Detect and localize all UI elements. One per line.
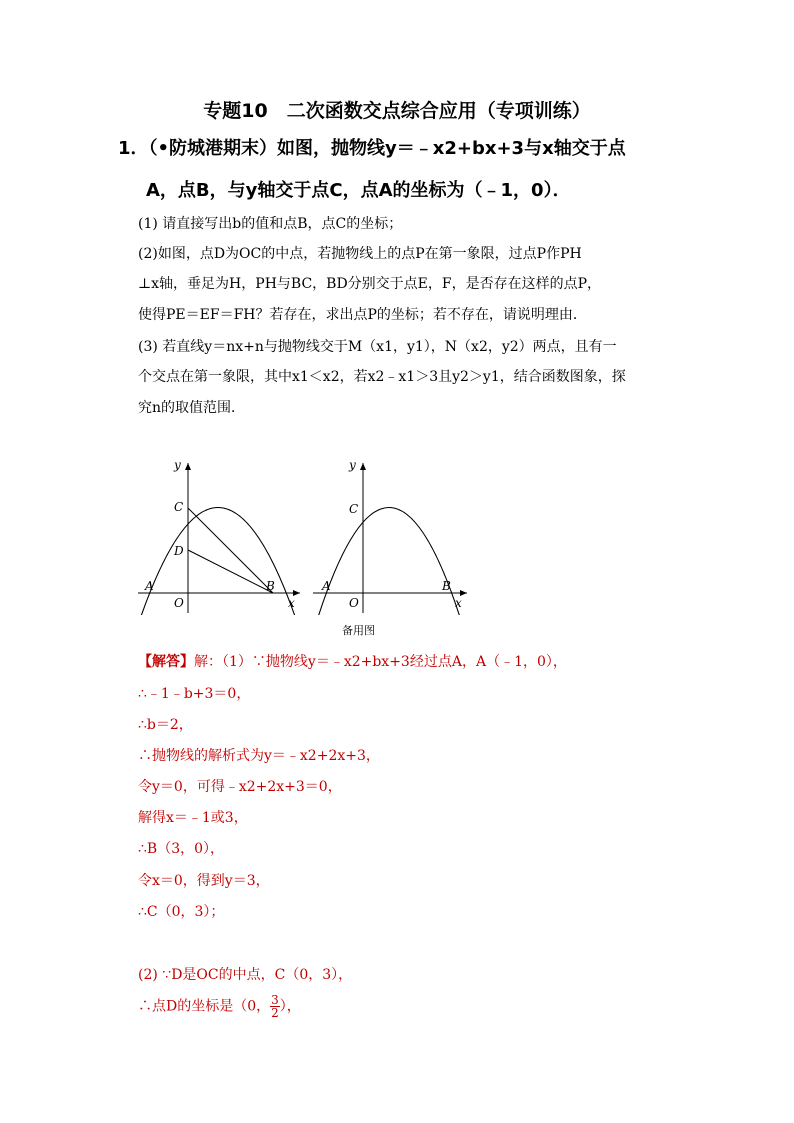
fraction-three-halves — [270, 994, 280, 1019]
figure-2-parabola — [305, 455, 480, 615]
part-3-question-line-1: (3) 若直线y＝nx+n与抛物线交于M（x1，y1），N（x2，y2）两点，且有一 — [138, 339, 617, 355]
solution-line-4: ∴抛物线的解析式为y＝﹣x2+2x+3， — [138, 748, 380, 764]
fig1-label-a: A — [145, 579, 154, 593]
fig2-label-x: x — [455, 596, 462, 610]
fig1-label-y: y — [174, 458, 181, 472]
fig2-y-arrow-icon — [360, 463, 366, 470]
fig1-label-o: O — [174, 596, 184, 610]
figure-caption: 备用图 — [342, 624, 375, 637]
fig2-label-b: B — [442, 579, 451, 593]
fig1-segment-db — [188, 550, 273, 593]
fig1-y-arrow-icon — [185, 463, 191, 470]
problem-stem-line-2: A，点B，与y轴交于点C，点A的坐标为（﹣1，0）． — [146, 180, 571, 201]
fig1-label-b: B — [266, 579, 275, 593]
solution-text-11-post: ）， — [279, 998, 301, 1015]
fig2-label-c: C — [349, 502, 359, 516]
solution-text-11-pre: ∴点D的坐标是（0， — [138, 998, 271, 1015]
solution-line-1 — [138, 651, 567, 671]
solution-line-7: ∴B（3，0）， — [138, 841, 225, 857]
fig2-label-a: A — [322, 579, 331, 593]
part-3-question-line-2: 个交点在第一象限，其中x1＜x2，若x2﹣x1＞3且y2＞y1，结合函数图象，探 — [138, 369, 626, 385]
figure-1-parabola — [130, 455, 305, 615]
solution-line-11 — [138, 994, 301, 1019]
problem-stem-line-1: 1．（•防城港期末）如图，抛物线y＝﹣x2+bx+3与x轴交于点 — [118, 138, 626, 159]
solution-line-5: 令y＝0，可得﹣x2+2x+3＝0， — [138, 779, 342, 795]
part-3-question-line-3: 究n的取值范围． — [138, 400, 246, 416]
solution-line-9: ∴C（0，3）； — [138, 904, 225, 920]
fig1-label-x: x — [288, 596, 295, 610]
solution-line-2: ∴﹣1﹣b+3＝0， — [138, 686, 251, 702]
part-2-question-line-1: (2)如图，点D为OC的中点，若抛物线上的点P在第一象限，过点P作PH — [138, 246, 582, 262]
page-title: 专题10 二次函数交点综合应用（专项训练） — [203, 100, 591, 122]
fig1-label-d: D — [174, 544, 184, 558]
fig2-label-y: y — [349, 458, 356, 472]
part-2-question-line-2: ⊥x轴，垂足为H，PH与BC，BD分别交于点E，F，是否存在这样的点P， — [138, 276, 602, 292]
part-1-question: (1) 请直接写出b的值和点B，点C的坐标； — [138, 216, 403, 232]
solution-line-8: 令x＝0，得到y＝3， — [138, 873, 270, 889]
fig1-segment-cb — [188, 508, 273, 593]
solution-line-6: 解得x＝﹣1或3， — [138, 810, 248, 826]
solution-line-10: (2) ∵D是OC的中点，C（0，3）， — [138, 967, 353, 983]
fig2-label-o: O — [349, 596, 359, 610]
fig2-parabola-curve — [311, 508, 467, 616]
solution-text-1: 解：（1）∵抛物线y＝﹣x2+bx+3经过点A，A（﹣1，0）， — [194, 654, 567, 670]
fraction-denominator: 2 — [271, 1006, 279, 1020]
solution-line-3: ∴b＝2， — [138, 717, 193, 733]
solution-label: 【解答】 — [138, 654, 194, 670]
fraction-numerator: 3 — [271, 993, 279, 1007]
part-2-question-line-3: 使得PE＝EF＝FH？若存在，求出点P的坐标；若不存在，请说明理由． — [138, 307, 587, 323]
fig1-label-c: C — [174, 500, 184, 514]
fig1-parabola-curve — [133, 508, 303, 616]
